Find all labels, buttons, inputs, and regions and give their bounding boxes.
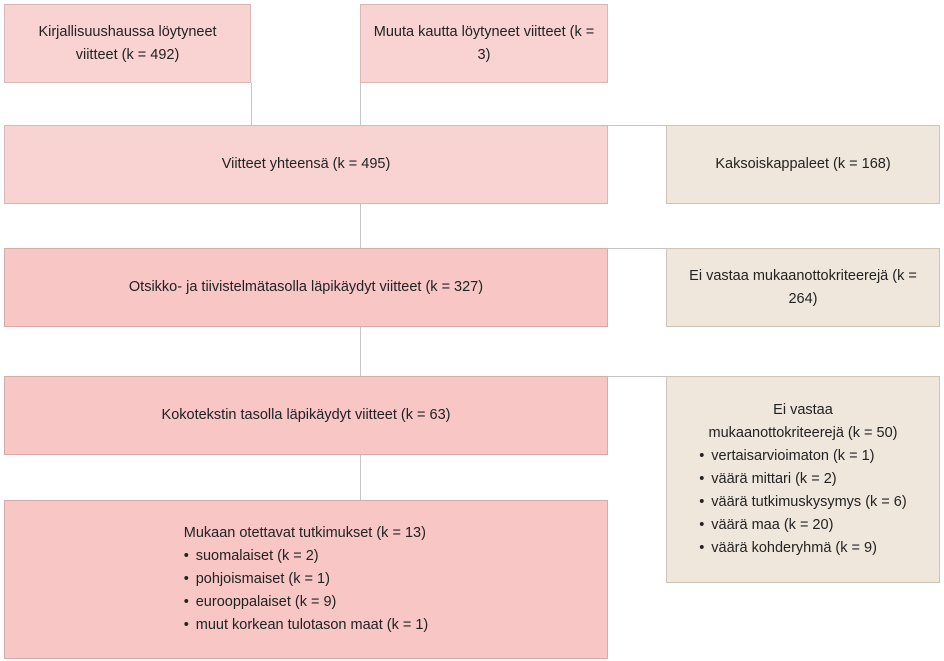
excluded-fulltext-box	[666, 376, 940, 583]
other-sources-box	[360, 4, 608, 83]
excluded-fulltext-content	[699, 399, 906, 560]
included-studies-heading: Mukaan otettavat tutkimukset (k = 13)	[183, 525, 426, 541]
connector-literature-to-total	[251, 83, 252, 125]
excluded-fulltext-reasons	[699, 445, 906, 560]
literature-search-text: Kirjallisuushaussa löytyneet viitteet (k = 492)	[38, 23, 217, 63]
excluded-title-abstract-text: Ei vastaa mukaanottokriteerejä (k = 264)	[689, 267, 917, 307]
connector-fulltext-to-excluded	[607, 376, 666, 377]
other-sources-text: Muuta kautta löytyneet viitteet (k = 3)	[373, 23, 595, 63]
connector-other-to-total	[360, 83, 361, 125]
included-studies-content	[184, 522, 429, 637]
exclusion-reason-item: • väärä kohderyhmä (k = 9)	[699, 537, 906, 560]
excluded-title-abstract-box	[666, 248, 940, 327]
included-studies-list	[184, 545, 429, 637]
included-study-item: • eurooppalaiset (k = 9)	[184, 591, 429, 614]
screened-title-abstract-text: Otsikko- ja tiivistelmätasolla läpikäydyt viitteet (k = 327)	[128, 279, 484, 295]
duplicates-box	[666, 125, 940, 204]
connector-fulltext-to-included	[360, 455, 361, 500]
duplicates-text: Kaksoiskappaleet (k = 168)	[715, 156, 891, 172]
included-study-item: • pohjoismaiset (k = 1)	[184, 568, 429, 591]
literature-search-box	[4, 4, 251, 83]
included-study-item: • suomalaiset (k = 2)	[184, 545, 429, 568]
excluded-fulltext-heading: Ei vastaa mukaanottokriteerejä (k = 50)	[708, 402, 898, 441]
exclusion-reason-item: • vertaisarvioimaton (k = 1)	[699, 445, 906, 468]
included-study-item: • muut korkean tulotason maat (k = 1)	[184, 614, 429, 637]
exclusion-reason-item: • väärä tutkimuskysymys (k = 6)	[699, 491, 906, 514]
exclusion-reason-item: • väärä maa (k = 20)	[699, 514, 906, 537]
connector-screened-to-fulltext	[360, 327, 361, 376]
connector-total-to-duplicates	[607, 125, 666, 126]
screened-fulltext-text: Kokotekstin tasolla läpikäydyt viitteet (k = 63)	[161, 407, 451, 423]
screened-fulltext-box	[4, 376, 608, 455]
total-records-text: Viitteet yhteensä (k = 495)	[221, 156, 391, 172]
screened-title-abstract-box	[4, 248, 608, 327]
exclusion-reason-item: • väärä mittari (k = 2)	[699, 468, 906, 491]
total-records-box	[4, 125, 608, 204]
included-studies-box	[4, 500, 608, 659]
connector-screened-to-excluded	[607, 248, 666, 249]
connector-total-to-screened	[360, 204, 361, 248]
